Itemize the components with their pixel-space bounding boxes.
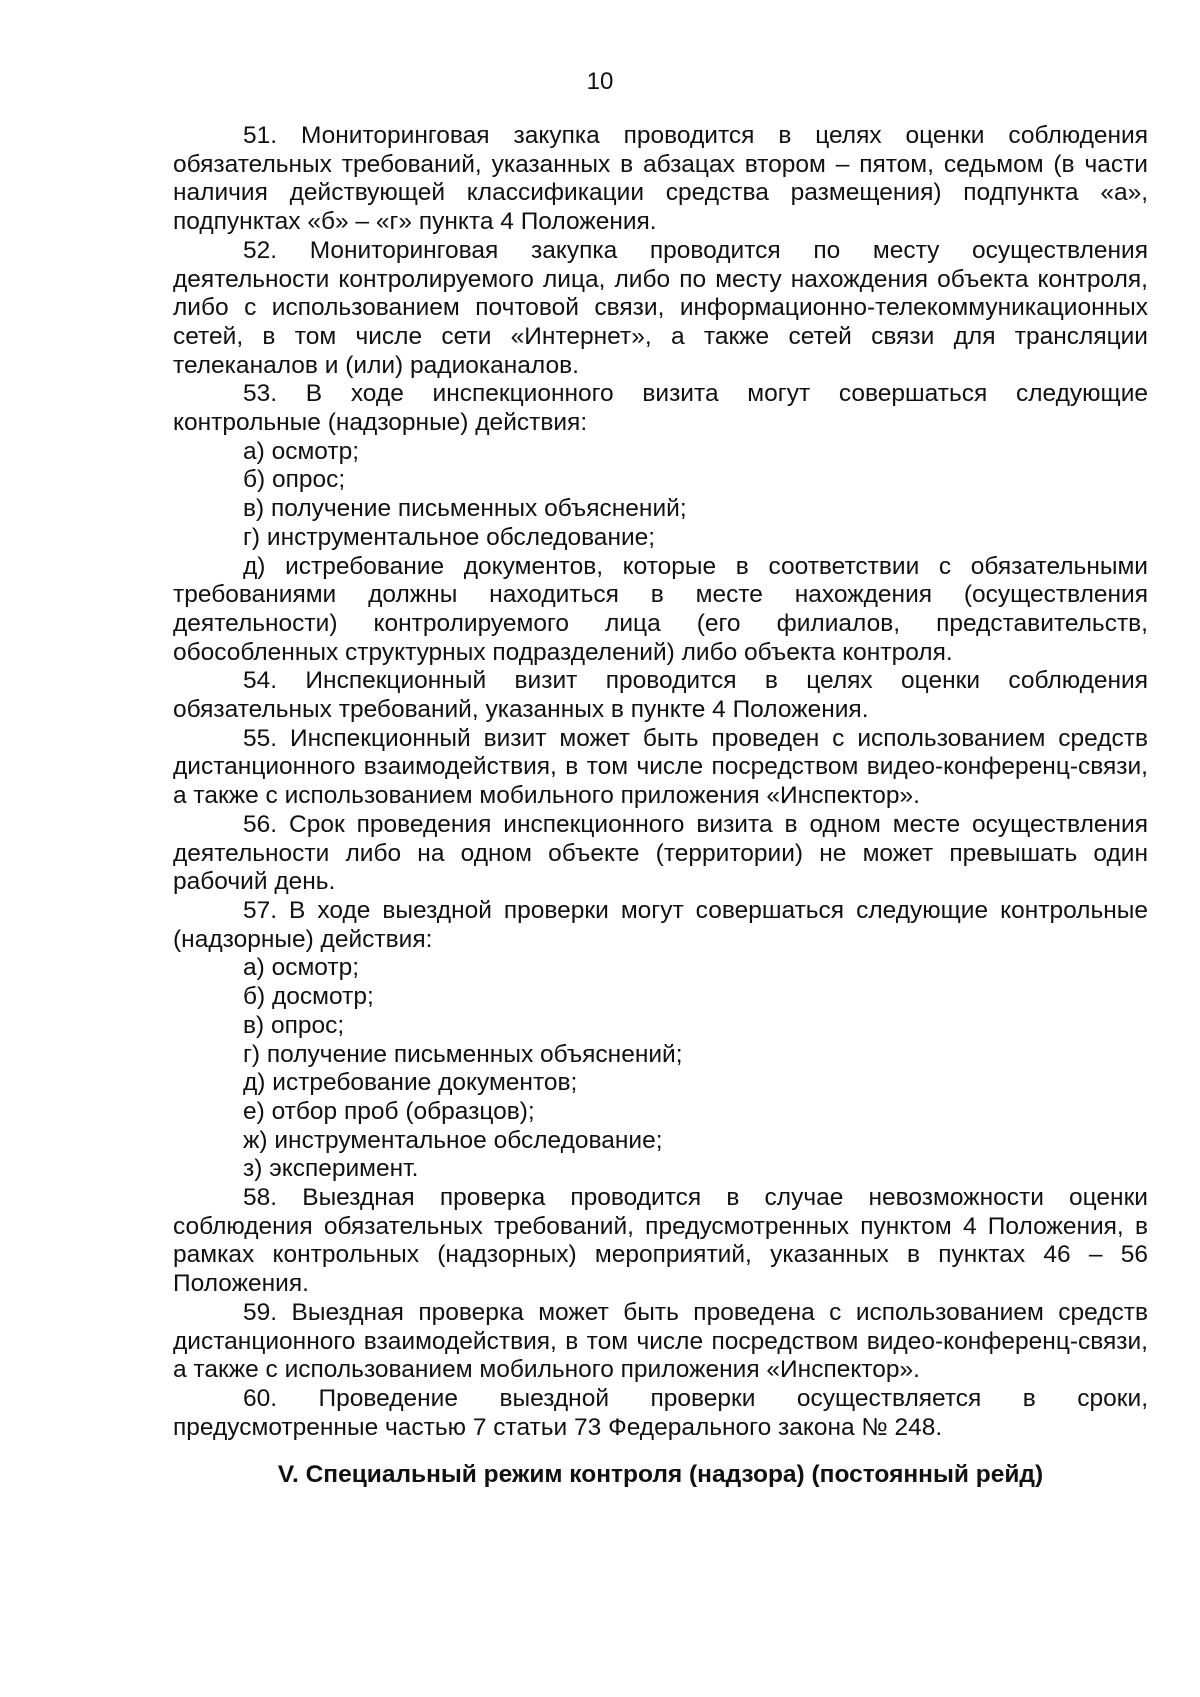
paragraph-60: 60. Проведение выездной проверки осуществляется в сроки, предусмотренные частью 7 статьи 73 Федерального закона № 248. [173,1384,1155,1441]
list-item-57zh: ж) инструментальное обследование; [243,1126,663,1154]
page-number: 10 [586,68,614,95]
paragraph-52: 52. Мониторинговая закупка проводится по месту осуществления деятельности контролируемого лица, либо по месту нахождения объекта контроля, либо с использованием почтовой связи, информационно-телекоммуникационных сетей, в том числе сети «Интернет», а также сетей связи для трансляции телеканалов и (или) радиоканалов. [173,236,1155,379]
paragraph-56: 56. Срок проведения инспекционного визита в одном месте осуществления деятельности либо на одном объекте (территории) не может превышать один рабочий день. [173,810,1155,896]
document-body [173,122,1155,1490]
paragraph-57: 57. В ходе выездной проверки могут совершаться следующие контрольные (надзорные) действия: [173,896,1155,953]
list-item-57b: б) досмотр; [243,983,374,1011]
list-item-53g: г) инструментальное обследование; [243,523,656,551]
list-item-57g: г) получение письменных объяснений; [243,1040,683,1068]
list-item-53d: д) истребование документов, которые в соответствии с обязательными требованиями должны находиться в месте нахождения (осуществления деятельности) контролируемого лица (его филиалов, представительств, обособленных структурных подразделений) либо объекта контроля. [173,552,1155,666]
paragraph-59: 59. Выездная проверка может быть проведена с использованием средств дистанционного взаимодействия, в том числе посредством видео-конференц-связи, а также с использованием мобильного приложения «Инспектор». [173,1298,1155,1384]
list-item-57a: а) осмотр; [243,954,360,982]
paragraph-53: 53. В ходе инспекционного визита могут совершаться следующие контрольные (надзорные) действия: [173,380,1155,437]
list-item-53b: б) опрос; [243,466,346,494]
list-item-53v: в) получение письменных объяснений; [243,495,687,523]
paragraph-58: 58. Выездная проверка проводится в случае невозможности оценки соблюдения обязательных требований, предусмотренных пунктом 4 Положения, в рамках контрольных (надзорных) мероприятий, указанных в пунктах 46 – 56 Положения. [173,1184,1155,1298]
list-item-53a: а) осмотр; [243,437,360,465]
list-item-57z: з) эксперимент. [243,1155,419,1183]
paragraph-54: 54. Инспекционный визит проводится в целях оценки соблюдения обязательных требований, указанных в пункте 4 Положения. [173,667,1155,724]
list-item-57d: д) истребование документов; [243,1069,578,1097]
paragraph-55: 55. Инспекционный визит может быть проведен с использованием средств дистанционного взаимодействия, в том числе посредством видео-конференц-связи, а также с использованием мобильного приложения «Инспектор». [173,724,1155,810]
list-item-57v: в) опрос; [243,1011,345,1039]
section-heading: V. Специальный режим контроля (надзора) (постоянный рейд) [277,1461,1044,1489]
paragraph-51: 51. Мониторинговая закупка проводится в целях оценки соблюдения обязательных требований, указанных в абзацах втором – пятом, седьмом (в части наличия действующей классификации средства размещения) подпункта «а», подпунктах «б» – «г» пункта 4 Положения. [173,122,1155,236]
list-item-57e: е) отбор проб (образцов); [243,1097,535,1125]
